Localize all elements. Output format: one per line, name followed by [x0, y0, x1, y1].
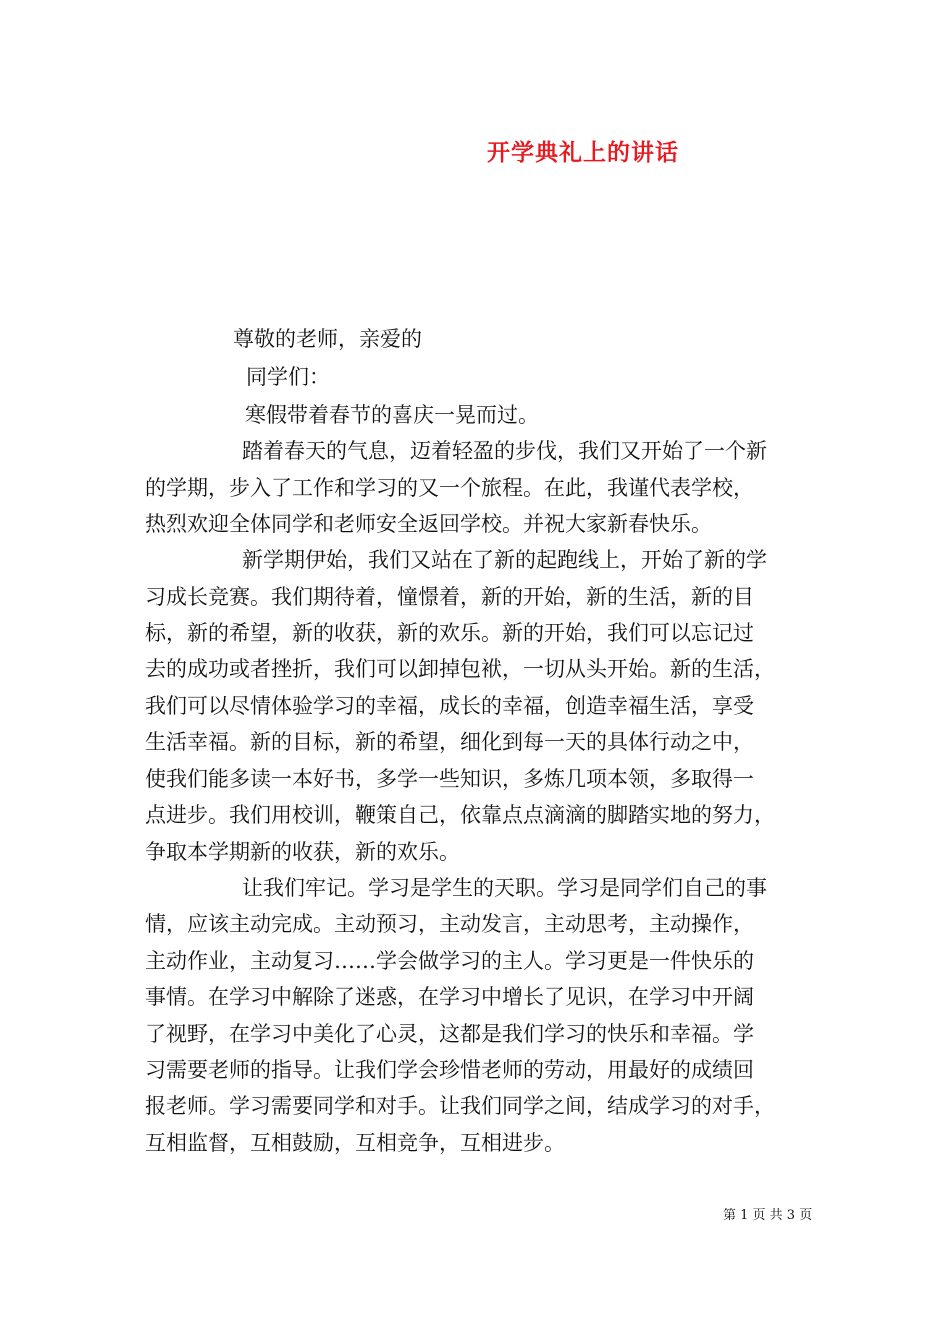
salutation-line: 尊敬的老师，亲爱的: [233, 327, 422, 351]
paragraph-line: 点进步。我们用校训，鞭策自己，依靠点点滴滴的脚踏实地的努力，: [145, 803, 775, 827]
paragraph-line: 的学期，步入了工作和学习的又一个旅程。在此，我谨代表学校，: [145, 476, 754, 500]
salutation-line: 同学们：: [246, 365, 330, 389]
paragraph-line: 新学期伊始，我们又站在了新的起跑线上，开始了新的学: [242, 548, 767, 572]
document-title: 开学典礼上的讲话: [487, 139, 679, 166]
paragraph-line: 事情。在学习中解除了迷惑，在学习中增长了见识，在学习中开阔: [145, 985, 754, 1009]
paragraph-line: 让我们牢记。学习是学生的天职。学习是同学们自己的事: [242, 876, 767, 900]
page-footer: 第 1 页 共 3 页: [723, 1208, 813, 1223]
paragraph-line: 使我们能多读一本好书，多学一些知识，多炼几项本领，多取得一: [145, 767, 754, 791]
paragraph-line: 生活幸福。新的目标，新的希望，细化到每一天的具体行动之中，: [145, 730, 754, 754]
paragraph-line: 习成长竞赛。我们期待着，憧憬着，新的开始，新的生活，新的目: [145, 585, 754, 609]
paragraph-line: 主动作业，主动复习……学会做学习的主人。学习更是一件快乐的: [145, 949, 754, 973]
paragraph-line: 报老师。学习需要同学和对手。让我们同学之间，结成学习的对手，: [145, 1094, 775, 1118]
paragraph-line: 了视野，在学习中美化了心灵，这都是我们学习的快乐和幸福。学: [145, 1022, 754, 1046]
paragraph-line: 我们可以尽情体验学习的幸福，成长的幸福，创造幸福生活，享受: [145, 694, 754, 718]
paragraph-line: 习需要老师的指导。让我们学会珍惜老师的劳动，用最好的成绩回: [145, 1058, 754, 1082]
paragraph-line: 情，应该主动完成。主动预习，主动发言，主动思考，主动操作，: [145, 912, 754, 936]
paragraph-line: 互相监督，互相鼓励，互相竞争，互相进步。: [145, 1131, 565, 1155]
paragraph-line: 踏着春天的气息，迈着轻盈的步伐，我们又开始了一个新: [242, 439, 767, 463]
paragraph-line: 争取本学期新的收获，新的欢乐。: [145, 840, 460, 864]
opening-line: 寒假带着春节的喜庆一晃而过。: [245, 403, 539, 427]
paragraph-line: 热烈欢迎全体同学和老师安全返回学校。并祝大家新春快乐。: [145, 512, 712, 536]
paragraph-line: 标，新的希望，新的收获，新的欢乐。新的开始，我们可以忘记过: [145, 621, 754, 645]
paragraph-line: 去的成功或者挫折，我们可以卸掉包袱，一切从头开始。新的生活，: [145, 657, 775, 681]
